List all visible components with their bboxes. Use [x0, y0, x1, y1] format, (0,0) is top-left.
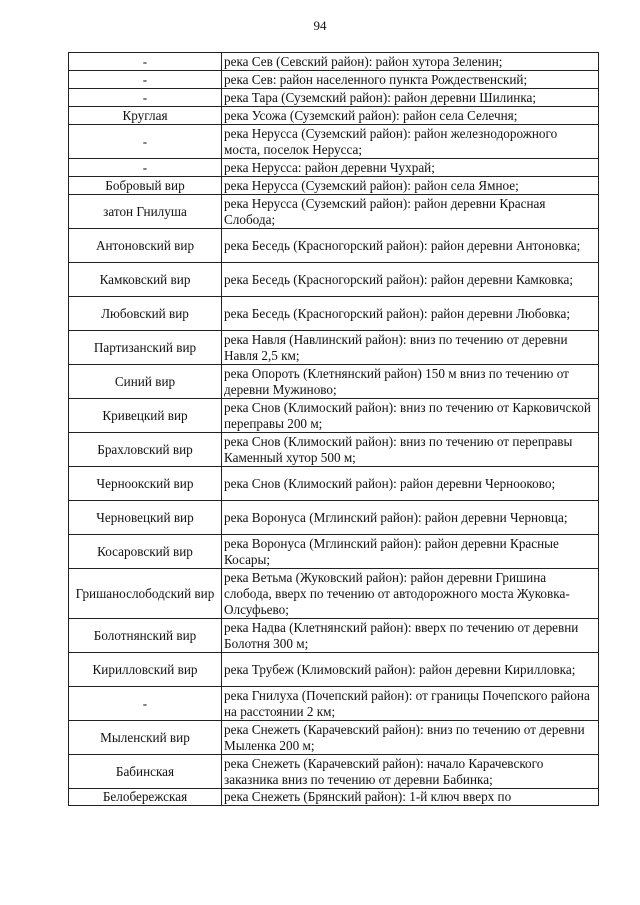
table-row — [69, 755, 599, 789]
water-body-name-cell: Бабинская — [69, 755, 222, 789]
location-description-cell: река Опороть (Клетнянский район) 150 м вниз по течению от деревни Мужиново; — [222, 365, 599, 399]
table-row — [69, 297, 599, 331]
water-bodies-table — [68, 52, 599, 806]
table-row — [69, 653, 599, 687]
table-row — [69, 263, 599, 297]
table-row — [69, 569, 599, 619]
water-body-name-cell: Болотнянский вир — [69, 619, 222, 653]
table-row — [69, 89, 599, 107]
table-row — [69, 71, 599, 89]
table-row — [69, 229, 599, 263]
table-row — [69, 467, 599, 501]
location-description-cell: река Беседь (Красногорский район): район деревни Антоновка; — [222, 229, 599, 263]
location-description-cell: река Трубеж (Климовский район): район деревни Кирилловка; — [222, 653, 599, 687]
water-body-name-cell: Антоновский вир — [69, 229, 222, 263]
water-body-name-cell: Белобережская — [69, 789, 222, 806]
location-description-cell: река Снежеть (Карачевский район): вниз по течению от деревни Мыленка 200 м; — [222, 721, 599, 755]
location-description-cell: река Снежеть (Карачевский район): начало Карачевского заказника вниз по течению от деревни Бабинка; — [222, 755, 599, 789]
table-row — [69, 53, 599, 71]
water-body-name-cell: Кирилловский вир — [69, 653, 222, 687]
location-description-cell: река Беседь (Красногорский район): район деревни Камковка; — [222, 263, 599, 297]
table-row — [69, 107, 599, 125]
water-body-name-cell: - — [69, 71, 222, 89]
water-body-name-cell: Бобровый вир — [69, 177, 222, 195]
water-body-name-cell: затон Гнилуша — [69, 195, 222, 229]
location-description-cell: река Сев: район населенного пункта Рождественский; — [222, 71, 599, 89]
location-description-cell: река Тара (Суземский район): район деревни Шилинка; — [222, 89, 599, 107]
table-body — [69, 53, 599, 806]
water-body-name-cell: Камковский вир — [69, 263, 222, 297]
location-description-cell: река Воронуса (Мглинский район): район деревни Красные Косары; — [222, 535, 599, 569]
water-body-name-cell: Любовский вир — [69, 297, 222, 331]
location-description-cell: река Снов (Климоский район): вниз по течению от Карковичской переправы 200 м; — [222, 399, 599, 433]
water-body-name-cell: Косаровский вир — [69, 535, 222, 569]
water-body-name-cell: Черновецкий вир — [69, 501, 222, 535]
table-row — [69, 687, 599, 721]
water-body-name-cell: - — [69, 159, 222, 177]
location-description-cell: река Ветьма (Жуковский район): район деревни Гришина слобода, вверх по течению от автодорожного моста Жуковка-Олсуфьево; — [222, 569, 599, 619]
page-number: 94 — [313, 18, 327, 33]
table-row — [69, 331, 599, 365]
water-body-name-cell: Мыленский вир — [69, 721, 222, 755]
location-description-cell: река Навля (Навлинский район): вниз по течению от деревни Навля 2,5 км; — [222, 331, 599, 365]
location-description-cell: река Сев (Севский район): район хутора Зеленин; — [222, 53, 599, 71]
location-description-cell: река Нерусса (Суземский район): район железнодорожного моста, поселок Нерусса; — [222, 125, 599, 159]
table-row — [69, 399, 599, 433]
location-description-cell: река Беседь (Красногорский район): район деревни Любовка; — [222, 297, 599, 331]
location-description-cell: река Нерусса: район деревни Чухрай; — [222, 159, 599, 177]
table-row — [69, 433, 599, 467]
location-description-cell: река Снежеть (Брянский район): 1-й ключ вверх по — [222, 789, 599, 806]
location-description-cell: река Снов (Климоский район): район деревни Чернооково; — [222, 467, 599, 501]
table-row — [69, 125, 599, 159]
location-description-cell: река Гнилуха (Почепский район): от границы Почепского района на расстоянии 2 км; — [222, 687, 599, 721]
table-row — [69, 535, 599, 569]
water-body-name-cell: - — [69, 125, 222, 159]
location-description-cell: река Усожа (Суземский район): район села Селечня; — [222, 107, 599, 125]
water-body-name-cell: Круглая — [69, 107, 222, 125]
water-body-name-cell: - — [69, 89, 222, 107]
water-body-name-cell: Синий вир — [69, 365, 222, 399]
table-row — [69, 619, 599, 653]
location-description-cell: река Надва (Клетнянский район): вверх по течению от деревни Болотня 300 м; — [222, 619, 599, 653]
water-body-name-cell: - — [69, 53, 222, 71]
table-row — [69, 159, 599, 177]
table-row — [69, 195, 599, 229]
water-body-name-cell: Черноокский вир — [69, 467, 222, 501]
water-body-name-cell: - — [69, 687, 222, 721]
table-row — [69, 501, 599, 535]
water-body-name-cell: Гришанослободский вир — [69, 569, 222, 619]
table-row — [69, 365, 599, 399]
table-row — [69, 789, 599, 806]
location-description-cell: река Воронуса (Мглинский район): район деревни Черновца; — [222, 501, 599, 535]
table-row — [69, 177, 599, 195]
location-description-cell: река Нерусса (Суземский район): район деревни Красная Слобода; — [222, 195, 599, 229]
water-body-name-cell: Брахловский вир — [69, 433, 222, 467]
water-body-name-cell: Кривецкий вир — [69, 399, 222, 433]
table-row — [69, 721, 599, 755]
location-description-cell: река Нерусса (Суземский район): район села Ямное; — [222, 177, 599, 195]
location-description-cell: река Снов (Климоский район): вниз по течению от переправы Каменный хутор 500 м; — [222, 433, 599, 467]
water-body-name-cell: Партизанский вир — [69, 331, 222, 365]
